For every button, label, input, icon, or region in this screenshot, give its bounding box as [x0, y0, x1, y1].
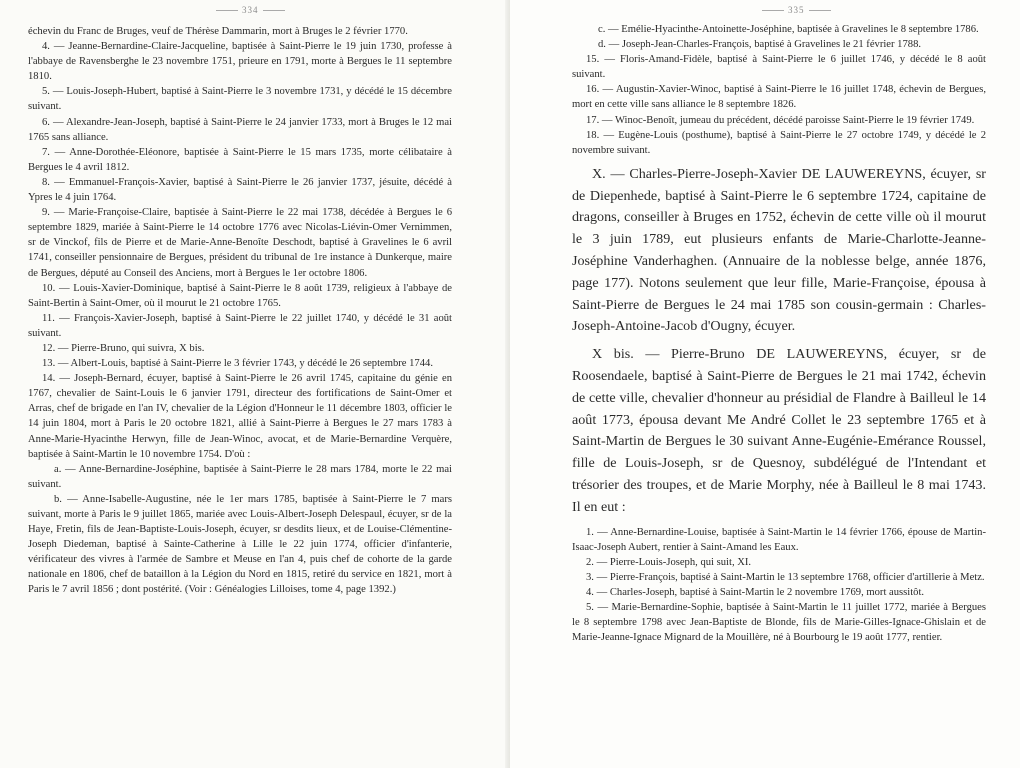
- right-page-number: 335: [758, 5, 835, 15]
- paragraph: 16. — Augustin-Xavier-Winoc, baptisé à Saint-Pierre le 16 juillet 1748, échevin de Bergues, mort en cette ville sans alliance le 8 septembre 1826.: [572, 84, 986, 111]
- paragraph: 5. — Marie-Bernardine-Sophie, baptisée à Saint-Martin le 11 juillet 1772, mariée à Bergues le 8 septembre 1798 avec Jean-Baptiste de Blonde, fils de Marie-Gilles-Ignace-Ghislain et de Marie-Jeanne-Ignace Mignard de la Mouillère, né à Bourbourg le 19 août 1777, rentier.: [572, 602, 986, 644]
- paragraph: 18. — Eugène-Louis (posthume), baptisé à Saint-Pierre le 27 octobre 1749, y décédé le 2 novembre suivant.: [572, 129, 986, 156]
- paragraph: 15. — Floris-Amand-Fidèle, baptisé à Saint-Pierre le 6 juillet 1746, y décédé le 8 août suivant.: [572, 54, 986, 81]
- left-page-number: 334: [212, 5, 289, 15]
- paragraph: 4. — Charles-Joseph, baptisé à Saint-Martin le 2 novembre 1769, mort aussitôt.: [586, 586, 925, 598]
- paragraph: 2. — Pierre-Louis-Joseph, qui suit, XI.: [586, 556, 752, 568]
- right-top-block: [572, 22, 986, 158]
- paragraph: b. — Anne-Isabelle-Augustine, née le 1er mars 1785, baptisée à Saint-Pierre le 7 mars suivant, morte à Paris le 9 juillet 1865, mariée avec Louis-Albert-Joseph Delespaul, écuyer, sr de la Haye, Fretin, fils de Jean-Baptiste-Louis-Joseph, écuyer, sr desdits lieux, et de Louise-Clémentine-Joseph Diedeman, baptisé à Sainte-Catherine à Lille le 22 juin 1774, officier d'infanterie, vérificateur des vivres à l'armée de Sambre et Meuse en l'an 4, puis chef de cohorte de la garde nationale en 1806, chef de bataillon à la Légion du Nord en 1815, retiré du service en 1821, mort à Paris le 7 avril 1856 ; dont postérité. (Voir : Généalogies Lilloises, tome 4, page 1392.): [28, 493, 452, 596]
- paragraph-x: X. — Charles-Pierre-Joseph-Xavier DE LAUWEREYNS, écuyer, sr de Diepenhede, baptisé à Saint-Pierre le 6 septembre 1724, capitaine de dragons, conseiller à Bruges en 1752, échevin de cette ville où il mourut le 3 juin 1789, eut plusieurs enfants de Marie-Charlotte-Jeanne-Joséphine Vanderhaghen. (Annuaire de la noblesse belge, année 1876, page 177). Notons seulement que leur fille, Marie-Françoise, épousa à Saint-Pierre de Bergues le 24 mai 1785 son cousin-germain : Charles-Joseph-Antoine-Jacob d'Ougny, écuyer.: [572, 165, 986, 335]
- paragraph: 9. — Marie-Françoise-Claire, baptisée à Saint-Pierre le 22 mai 1738, décédée à Bergues le 6 septembre 1829, mariée à Saint-Pierre le 14 octobre 1776 avec Nicolas-Liévin-Omer Vernimmen, sr de Vinckof, fils de Pierre et de Marie-Anne-Benoîte Deschodt, baptisé à Gravelines le 6 avril 1741, conseiller pensionnaire de Bergues, président du tribunal de 1re instance à Dunkerque, maire de Bergues, député au Conseil des Anciens, mort à Bergues le 1er octobre 1806.: [28, 207, 452, 279]
- paragraph: 4. — Jeanne-Bernardine-Claire-Jacqueline, baptisée à Saint-Pierre le 19 juin 1730, professe à l'abbaye de Ravensberghe le 23 novembre 1751, prieure en 1791, morte à Bergues le 11 septembre 1810.: [28, 41, 452, 83]
- paragraph: d. — Joseph-Jean-Charles-François, baptisé à Gravelines le 21 février 1788.: [598, 39, 922, 51]
- paragraph: 7. — Anne-Dorothée-Eléonore, baptisée à Saint-Pierre le 15 mars 1735, morte célibataire à Bergues le 4 avril 1812.: [28, 146, 452, 173]
- paragraph: c. — Emélie-Hyacinthe-Antoinette-Joséphine, baptisée à Gravelines le 8 septembre 1786.: [598, 24, 979, 35]
- right-page: [510, 0, 1020, 768]
- right-bottom-block: [572, 525, 986, 646]
- paragraph: 12. — Pierre-Bruno, qui suivra, X bis.: [42, 342, 205, 354]
- paragraph: 11. — François-Xavier-Joseph, baptisé à Saint-Pierre le 22 juillet 1740, y décédé le 31 août suivant.: [28, 312, 452, 339]
- paragraph: 8. — Emmanuel-François-Xavier, baptisé à Saint-Pierre le 26 janvier 1737, jésuite, décédé à Ypres le 4 juin 1764.: [28, 176, 452, 204]
- paragraph-x-bis: X bis. — Pierre-Bruno DE LAUWEREYNS, écuyer, sr de Roosendaele, baptisé à Saint-Pierre de Bergues le 21 mai 1742, échevin de cette ville, chevalier d'honneur au présidial de Flandre à Bailleul le 14 août 1773, épousa devant Me André Collet le 23 septembre 1765 et à Saint-Martin de Bergues le 30 suivant Anne-Eugénie-Emérance Roussel, fille de Louis-Joseph, sr de Quesnoy, subdélégué de l'Intendant et trésorier des troupes, et de Marie Morphy, née à Bailleul le 8 mai 1743. Il en eut :: [572, 346, 986, 515]
- paragraph: 1. — Anne-Bernardine-Louise, baptisée à Saint-Martin le 14 février 1766, épouse de Martin-Isaac-Joseph Aubert, rentier à Saint-Amand les Eaux.: [572, 526, 986, 553]
- paragraph: a. — Anne-Bernardine-Joséphine, baptisée à Saint-Pierre le 28 mars 1784, morte le 22 mai suivant.: [28, 463, 452, 490]
- right-main-block: [572, 164, 986, 519]
- paragraph: 6. — Alexandre-Jean-Joseph, baptisé à Saint-Pierre le 24 janvier 1733, mort à Bruges le 12 mai 1765 sans alliance.: [28, 116, 452, 143]
- paragraph: 10. — Louis-Xavier-Dominique, baptisé à Saint-Pierre le 8 août 1739, religieux à l'abbaye de Saint-Bertin à Saint-Omer, où il mourut le 21 octobre 1765.: [28, 282, 452, 309]
- paragraph: 5. — Louis-Joseph-Hubert, baptisé à Saint-Pierre le 3 novembre 1731, y décédé le 15 décembre suivant.: [28, 86, 452, 113]
- paragraph: échevin du Franc de Bruges, veuf de Thérèse Dammarin, mort à Bruges le 2 février 1770.: [28, 26, 408, 37]
- paragraph: 17. — Winoc-Benoît, jumeau du précédent, décédé paroisse Saint-Pierre le 19 février 1749.: [586, 114, 975, 126]
- paragraph: 14. — Joseph-Bernard, écuyer, baptisé à Saint-Pierre le 26 avril 1745, capitaine du génie en 1767, chevalier de Saint-Louis le 6 janvier 1791, directeur des fortifications de Saint-Omer et Arras, chef de brigade en l'an IV, chevalier de la Légion d'Honneur le 11 décembre 1803, officier le 14 juin 1804, mort à Paris le 20 octobre 1821, allié à Saint-Pierre à Bergues le 27 mars 1783 à Anne-Marie-Hyacinthe Herwyn, fille de Jean-Winoc, avocat, et de Marie-Bernardine Verquère, baptisée à Saint-Martin le 10 novembre 1754. D'où :: [28, 373, 452, 460]
- paragraph: 13. — Albert-Louis, baptisé à Saint-Pierre le 3 février 1743, y décédé le 26 septembre 1744.: [42, 358, 433, 370]
- paragraph: 3. — Pierre-François, baptisé à Saint-Martin le 13 septembre 1768, officier d'artillerie à Metz.: [586, 571, 985, 583]
